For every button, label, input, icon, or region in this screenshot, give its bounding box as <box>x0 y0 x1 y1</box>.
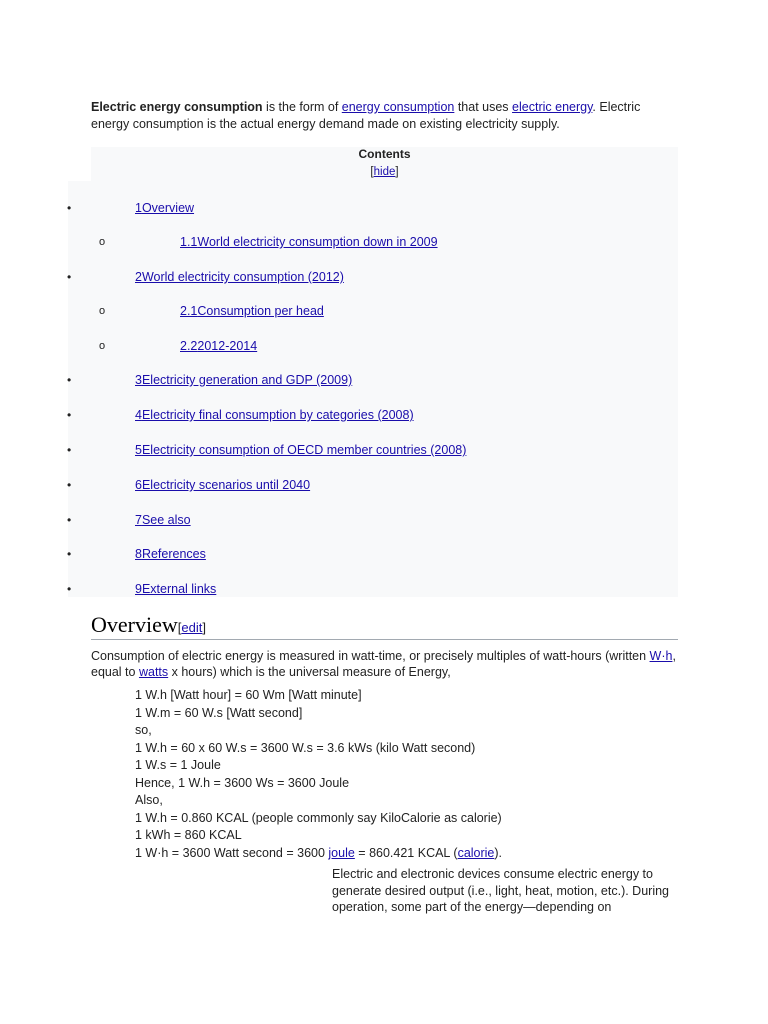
circle-bullet-icon: o <box>99 340 106 352</box>
toc-item-3[interactable] <box>135 371 352 389</box>
edit-link[interactable]: edit <box>181 620 203 635</box>
formula-text-c: ). <box>494 845 503 860</box>
disc-bullet-icon: • <box>67 513 72 527</box>
overview-text-2: , equal to <box>91 649 676 679</box>
disc-bullet-icon: • <box>67 443 72 457</box>
energy-consumption-link[interactable]: energy consumption <box>341 100 455 114</box>
calorie-link[interactable]: calorie <box>457 845 495 860</box>
toc-item-7[interactable] <box>135 511 191 529</box>
toc-label: See also <box>141 513 191 527</box>
toc-number: 8 <box>135 547 142 561</box>
electric-energy-link[interactable]: electric energy <box>512 100 593 114</box>
toc-label: External links <box>141 582 217 596</box>
toc-background-edge <box>68 181 92 597</box>
watts-link[interactable]: watts <box>138 665 169 679</box>
disc-bullet-icon: • <box>67 547 72 561</box>
toc-number: 5 <box>135 443 142 457</box>
formula-block <box>135 687 502 862</box>
intro-text-3: . Electric energy consumption is the actual energy demand made on existing electricity supply. <box>91 100 641 131</box>
intro-text-1: is the form of <box>262 100 342 114</box>
watt-hour-link[interactable]: W·h <box>649 649 673 663</box>
toc-number: 6 <box>135 478 142 492</box>
disc-bullet-icon: • <box>67 478 72 492</box>
intro-paragraph <box>91 99 681 133</box>
formula-line: 1 W.m = 60 W.s [Watt second] <box>135 705 303 720</box>
disc-bullet-icon: • <box>67 408 72 422</box>
toc-item-2-1[interactable] <box>180 302 324 320</box>
formula-line: Also, <box>135 793 163 807</box>
toc-hide-toggle[interactable]: [hide] <box>370 166 399 178</box>
toc-item-9[interactable] <box>135 580 216 598</box>
toc-item-1[interactable] <box>135 199 194 217</box>
toc-number: 2.2 <box>180 339 198 353</box>
toc-label: World electricity consumption (2012) <box>141 270 344 284</box>
toc-label: Overview <box>141 201 195 215</box>
disc-bullet-icon: • <box>67 201 72 215</box>
toc-number: 9 <box>135 582 142 596</box>
toc-item-8[interactable] <box>135 545 206 563</box>
overview-heading <box>91 612 678 640</box>
formula-line-joule <box>135 845 502 863</box>
overview-text-1: Consumption of electric energy is measured in watt-time, or precisely multiples of watt-hours (written <box>91 649 650 663</box>
intro-text-2: that uses <box>454 100 513 114</box>
disc-bullet-icon: • <box>67 373 72 387</box>
toc-label: Electricity consumption of OECD member countries (2008) <box>141 443 467 457</box>
formula-line: so, <box>135 723 152 737</box>
overview-paragraph <box>91 648 681 680</box>
toc-item-2[interactable] <box>135 268 344 286</box>
toc-label: 2012-2014 <box>197 339 258 353</box>
section-title: Overview <box>91 612 178 637</box>
formula-line: 1 W.h = 60 x 60 W.s = 3600 W.s = 3.6 kWs (kilo Watt second) <box>135 740 476 755</box>
toc-label: Electricity scenarios until 2040 <box>141 478 311 492</box>
formula-lines <box>135 687 502 845</box>
toc-title: Contents <box>358 147 411 161</box>
formula-line: 1 W.h = 0.860 KCAL (people commonly say KiloCalorie as calorie) <box>135 810 502 825</box>
toc-number: 4 <box>135 408 142 422</box>
formula-text-a: 1 W·h = 3600 Watt second = 3600 <box>135 845 329 860</box>
toc-number: 7 <box>135 513 142 527</box>
toc-item-2-2[interactable] <box>180 337 257 355</box>
toc-label: References <box>141 547 206 561</box>
formula-line: 1 W.h [Watt hour] = 60 Wm [Watt minute] <box>135 688 362 702</box>
disc-bullet-icon: • <box>67 270 72 284</box>
toc-label: Electricity generation and GDP (2009) <box>141 373 353 387</box>
formula-line: 1 W.s = 1 Joule <box>135 758 221 772</box>
disc-bullet-icon: • <box>67 582 72 596</box>
formula-line: Hence, 1 W.h = 3600 Ws = 3600 Joule <box>135 775 350 790</box>
toc-number: 1.1 <box>180 235 198 249</box>
toc-item-1-1[interactable] <box>180 233 438 251</box>
toc-hide-link[interactable]: hide <box>373 166 396 178</box>
toc-item-4[interactable] <box>135 406 414 424</box>
toc-number: 2 <box>135 270 142 284</box>
circle-bullet-icon: o <box>99 305 106 317</box>
toc-label: World electricity consumption down in 2009 <box>197 235 438 249</box>
toc-item-6[interactable] <box>135 476 310 494</box>
article-subject: Electric energy consumption <box>91 100 263 114</box>
formula-line: 1 kWh = 860 KCAL <box>135 828 242 842</box>
toc-label: Electricity final consumption by categories (2008) <box>141 408 414 422</box>
toc-label: Consumption per head <box>197 304 324 318</box>
toc-number: 1 <box>135 201 142 215</box>
circle-bullet-icon: o <box>99 236 106 248</box>
edit-section[interactable]: [edit] <box>177 620 206 635</box>
toc-number: 3 <box>135 373 142 387</box>
joule-link[interactable]: joule <box>328 845 355 860</box>
overview-text-3: x hours) which is the universal measure of Energy, <box>168 665 451 679</box>
devices-paragraph: Electric and electronic devices consume electric energy to generate desired output (i.e., light, heat, motion, etc.). During operation, some part of the energy—depending on <box>332 867 669 914</box>
formula-text-b: = 860.421 KCAL ( <box>354 845 458 860</box>
toc-item-5[interactable] <box>135 441 466 459</box>
toc-number: 2.1 <box>180 304 198 318</box>
